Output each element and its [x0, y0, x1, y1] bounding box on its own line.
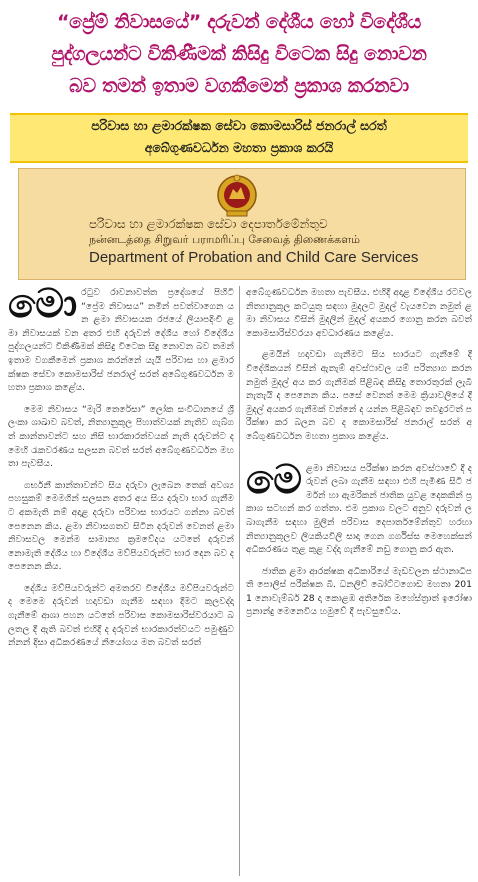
article-paragraph: ළමයින් හදාවඩා ගැනීමට සිය භාරයට ගැනීමේ දී විදේශිකයන් විසින් ඇතැම් අවස්ථාවල යම් පරිත්‍යාග කරන නමුත් මුදල් අය කර ගැනීමක් පිළිබඳ කිසිදු තොරතුරක් ලැබී නැතැයි ද පෙනෙන කිය. පසේ වෙනත් මෙම ක්‍රියාවලියේ දී මුදල් අයකර ගැනීමක් වන්නේ ද යන්න පිළිබඳව තවදුරටත් පරීක්ෂා කර බලන බව ද කොමසාරිස් ජනරාල් සරත් අබේගුණවර්ධන මහතා ප්‍රකාශ කළේය. — [246, 349, 472, 442]
article-paragraph: මොරටුව රාවනාවත්ත ප්‍රදේශයේ පිහිටි “ප්‍රේම නිවාසය” නමින් පවත්වාගෙන යන ළමා නිවාසයක රජයේ ලියාපදිංචි ළමා නිවාසයක් වන අතර එහි දරුවන් දේශීය හෝ විදේශීය පුද්ගලයන්ට විකිණීමක් කිසිදු විටෙක සිදු නොවන බව තමන් ඉතාම වගකීමෙන් ප්‍රකාශ කරන්නේ යැයි පරිවාස හා ළමාරක්ෂක සේවා කොමසාරිස් ජනරාල් සරත් අබේගුණවර්ධන මහතා ප්‍රකාශ කළේය. — [8, 281, 234, 394]
article-paragraph: මෙම නිවාසය “මැරි තෙරේසා” ලෝක සංවිධානයේ ශ්‍රී ලංකා ශාඛාව බවත්, නිත්‍යානුකූල පිහාත්වයක් නැතිව ගැබ්ගත් කාන්තාවන්ට සහ නිසි භාරකාරත්වයක් නැති දරුවන්ට ද මෙහි රැකවරණය සලසන බවත් සරත් අබේගුණවර්ධන මහතා පැවසීය. — [8, 403, 234, 470]
subheadline-line-2: අබේගුණවර්ධන මහතා ප්‍රකාශ කරයි — [144, 140, 334, 155]
department-name-english: Department of Probation and Child Care Services — [89, 249, 419, 266]
headline-line-2: පුද්ගලයන්ට විකිණීමක් කිසිදු විටෙක සිදු නොවන — [51, 43, 427, 65]
article-column-right — [246, 286, 472, 627]
department-name-tamil: நன்னடத்தை சிறுவர் பராமரிப்பு சேவைத் திணைக்களம் — [89, 233, 360, 246]
headline — [4, 6, 474, 102]
sri-lanka-emblem-icon — [215, 173, 259, 221]
article-column-left — [8, 281, 234, 658]
article-paragraph: අබේගුණවර්ධන මහතා පැවසීය. එහිදී අදාළ විදේශීය රටවල නිත්‍යානුකූල කටයුතු සඳහා මුදලට මුදල් වැයවෙන නමුත් ළමා නිවාසය විසින් මුදලින් මුදල් අයකර ගොනු කරන බවත් කොමසාරිස්වරයා අවධාරණය කළේය. — [246, 287, 472, 339]
article-paragraph: දේශීය මව්පියවරුන්ට අමතරව විදේශීය මව්පියවරුන්ට ද මෙමෙ දරුවන් හදාවඩා ගැනීම සඳහා දීමට කුලවද්දා ගැනීමේ ආශා පහන යටතේ පරිවාස කොමසාරිස්වරයාට බලතල දී ඇති බවත් එහිදී ද දරුවන් භාරකාරත්වයට පමුණුවන්නන් දිසා අධිකරණයේ නියෝගය මත බවත් සරත් — [8, 582, 234, 649]
department-name-sinhala: පරිවාස හා ළමාරක්ෂක සේවා දෙපාර්තමේන්තුව — [89, 217, 328, 231]
headline-line-3: බව තමන් ඉතාම වගකීමෙන් ප්‍රකාශ කරනවා — [69, 75, 409, 97]
article-paragraph: මෙළමා නිවාසය පරීක්ෂා කරන අවස්ථාවේ දී දරුවන් ලබා ගැනීම සඳහා එහි පැමිණ සිටි ජර්මන් හා ඇමරිකන් ජාතික යුවළ දෙකකින් ප්‍රකාශ සටහන් කර ගත්තා. එම ප්‍රකාශ වලට අනුව දරුවන් ලබාගැනීම සඳහා මුලින් පරිවාස දෙපාර්තමේන්තුව හරහා නිත්‍යානුකූලව ලියකියවිලි සාදා ගෙන ගර්ගිස්ස මෙහෙක්සන් අධිකරණය තුළ කුළ වද්දා ගැනීමේ නඩු ගොනු කර ඇත. — [246, 456, 472, 556]
subheadline-line-1: පරිවාස හා ළමාරක්ෂක සේවා කොමසාරිස් ජනරාල් සරත් — [91, 118, 387, 133]
drop-cap: මෙ — [246, 456, 302, 503]
subheadline-banner — [10, 113, 468, 163]
article-paragraph: ගර්භනී කාන්තාවන්ට සිය දරුවා ලැබෙන තෙක් අවශ්‍ය පහසුකම් මෙමගින් සලසන අතර අය සිය දරුවා භාර ගැනීමට අකමැති නම් අදාළ දරුවා පරිවාස භාරයට ගන්නා බවත් පෙනෙන කිය. ළමා නිවාසගතව සිටින දරුවන් වෙනත් ළමා නිවාසවල මෙන්ම සාමාන්‍ය ක්‍රමවේදය යටතේ දරුවන් නොමැති දේශීය හා විදේශීය මව්පියවරුන්ට භාර දෙන බව ද පෙනෙන කිය. — [8, 479, 234, 573]
article-paragraph: ජාතික ළමා ආරක්ෂක අධිකාරියේ මැඩවලන ස්ථානාධිපති පොලිස් පරීක්ෂක බී. ධනලිච් බෝට්ටගොඩ මහතා 2011 නොවැම්බර් 28 දා කොළඹ අතිරේක මහේස්ත්‍රාත් ඉරෝෂා ප්‍රනාන්දු මෙනෙවිය හමුවේ දී පැවසුවේය. — [246, 565, 472, 618]
drop-cap: මො — [8, 281, 78, 327]
department-logo-banner — [18, 168, 466, 280]
headline-line-1: “ප්‍රේම් නිවාසයේ” දරුවන් දේශීය හෝ විදේශීය — [56, 11, 422, 33]
column-divider — [239, 286, 240, 876]
